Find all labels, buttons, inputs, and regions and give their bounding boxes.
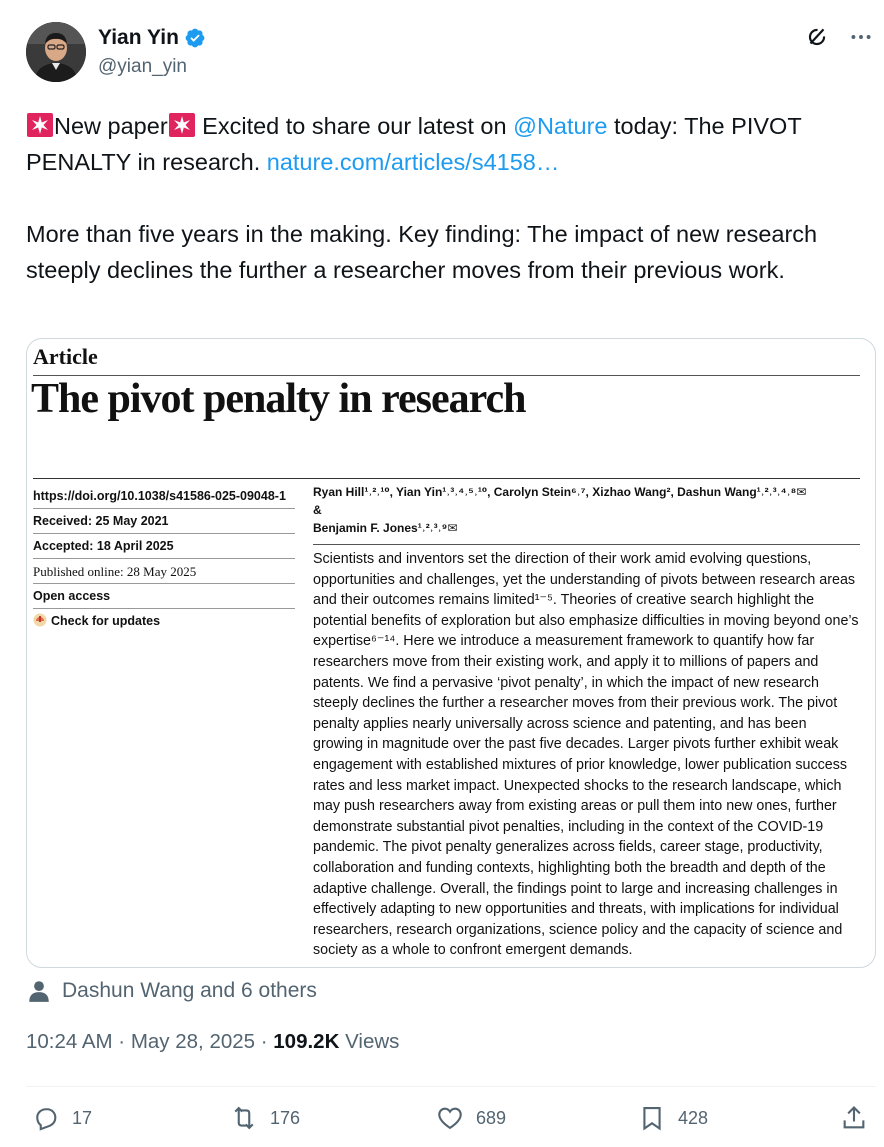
siren-emoji-icon <box>26 112 54 138</box>
verified-badge-icon <box>184 27 206 49</box>
like-button[interactable] <box>436 1104 506 1132</box>
received-date: Received: 25 May 2021 <box>33 509 295 534</box>
share-icon <box>840 1104 868 1132</box>
mention-link[interactable]: @Nature <box>513 113 608 139</box>
action-bar <box>26 1104 876 1144</box>
bookmark-button[interactable] <box>638 1104 708 1132</box>
more-icon[interactable] <box>848 24 874 50</box>
article-section-label: Article <box>33 344 98 369</box>
tweet-paragraph-1 <box>26 108 876 180</box>
published-date: Published online: 28 May 2025 <box>33 559 295 584</box>
paper-authors <box>313 483 813 537</box>
authors-line-1: Ryan Hill¹˒²˒¹⁰, Yian Yin¹˒³˒⁴˒⁵˒¹⁰, Carolyn Stein⁶˒⁷, Xizhao Wang², Dashun Wang¹˒²˒³˒⁴˒⁸✉ & <box>313 485 807 517</box>
display-name[interactable]: Yian Yin <box>98 26 179 49</box>
open-access: Open access <box>33 584 295 609</box>
attached-image[interactable] <box>26 338 876 968</box>
reply-icon <box>32 1104 60 1132</box>
grok-icon[interactable] <box>804 24 830 50</box>
paper-title: The pivot penalty in research <box>31 376 526 422</box>
bookmark-icon <box>638 1104 666 1132</box>
check-updates <box>33 609 295 634</box>
timestamp[interactable] <box>26 1030 399 1054</box>
tweet-header <box>26 22 876 84</box>
authors-line-2: Benjamin F. Jones¹˒²˒³˒⁹✉ <box>313 521 458 535</box>
tweet-paragraph-2: More than five years in the making. Key finding: The impact of new research steeply declines the further a researcher moves from their previous work. <box>26 221 818 283</box>
handle[interactable]: @yian_yin <box>98 56 187 77</box>
article-link[interactable]: nature.com/articles/s4158… <box>266 149 560 175</box>
heart-icon <box>436 1104 464 1132</box>
views-count: 109.2K <box>273 1030 340 1053</box>
tweet-text <box>26 108 876 288</box>
tweet-text-part3: today: The PIVOT PENALTY in research. <box>26 113 802 175</box>
accepted-date: Accepted: 18 April 2025 <box>33 534 295 559</box>
repost-button[interactable] <box>230 1104 300 1132</box>
like-count: 689 <box>476 1107 507 1128</box>
liked-by-text: Dashun Wang and 6 others <box>62 979 317 1002</box>
views-label: Views <box>339 1030 400 1053</box>
avatar-photo-icon <box>26 22 86 82</box>
check-for-updates-icon <box>33 613 47 627</box>
liked-by[interactable] <box>26 975 317 1007</box>
avatar[interactable] <box>26 22 86 82</box>
paper-abstract: Scientists and inventors set the direction of their work amid evolving questions, opportunities and challenges, yet the understanding of pivots between research areas and their outcomes remains limited¹⁻⁵. Theories of creative search highlight the potential benefits of exploration but also emphasize difficulties in moving beyond one’s expertise⁶⁻¹⁴. Here we introduce a measurement framework to quantify how far researchers move from their existing work, and apply it to millions of papers and patents. We find a pervasive ‘pivot penalty’, in which the impact of new research steeply declines the further a researcher moves from their previous work. The pivot penalty applies nearly universally across science and patenting, and has been growing in magnitude over the past five decades. Larger pivots further exhibit weak engagement with established mixtures of prior knowledge, lower publication success rates and less market impact. Unexpected shocks to the research landscape, which may push researchers away from existing areas or pull them into new ones, further demonstrate substantial pivot penalties, including in the context of the COVID-19 pandemic. The pivot penalty generalizes across fields, career stage, productivity, collaboration and funding contexts, highlighting both the breadth and depth of the adaptive challenge. Overall, the findings point to large and increasing challenges in effectively adapting to new opportunities and threats, with implications for individual researchers, research organizations, science policy and the capacity of science and society as a whole to confront emergent demands. <box>313 551 859 959</box>
top-actions <box>804 24 874 50</box>
tweet-text-part2: Excited to share our latest on <box>195 113 514 139</box>
siren-emoji-icon <box>168 112 196 138</box>
divider <box>313 544 860 545</box>
divider <box>33 478 860 479</box>
post-time: 10:24 AM · May 28, 2025 · <box>26 1030 274 1053</box>
divider <box>26 1086 876 1087</box>
doi: https://doi.org/10.1038/s41586-025-09048-1 <box>33 484 295 509</box>
check-updates-label: Check for updates <box>51 614 161 628</box>
repost-icon <box>230 1104 258 1132</box>
author-block <box>98 26 206 78</box>
repost-count: 176 <box>270 1107 301 1128</box>
bookmark-count: 428 <box>678 1107 709 1128</box>
person-icon <box>26 978 52 1004</box>
paper-meta <box>33 484 295 634</box>
share-button[interactable] <box>840 1104 868 1132</box>
tweet-text-part1: New paper <box>54 113 168 139</box>
reply-count: 17 <box>72 1107 93 1128</box>
reply-button[interactable] <box>32 1104 92 1132</box>
